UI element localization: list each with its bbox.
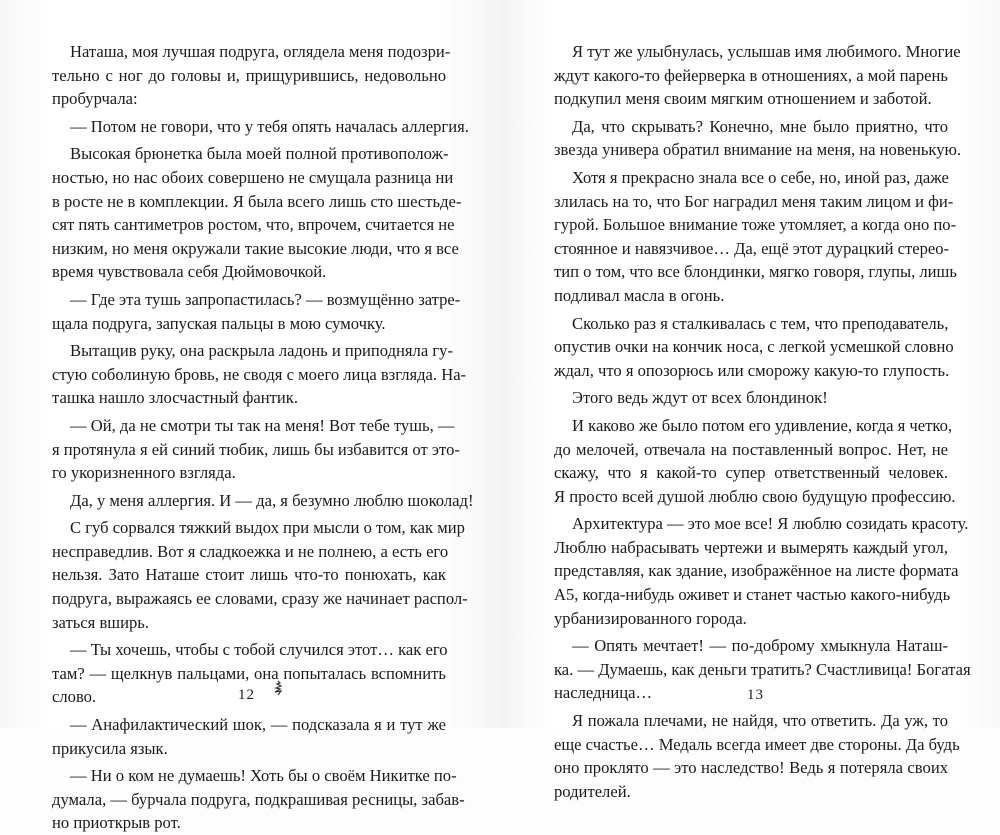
text-line: там? — щелкнув пальцами, она попыталась вспомнить <box>52 663 446 683</box>
text-line: — Потом не говори, что у тебя опять началась аллергия. <box>70 116 469 136</box>
text-line: Хотя я прекрасно знала все о себе, но, иной раз, даже <box>572 167 949 187</box>
text-line: прикусила язык. <box>52 738 168 758</box>
text-line: С губ сорвался тяжкий выдох при мысли о том, как мир <box>70 518 465 538</box>
text-line: подкупил меня своим мягким отношением и заботой. <box>554 89 932 109</box>
text-line: думала, — бурчала подруга, подкрашивая ресницы, забав- <box>52 789 465 809</box>
text-line: сят пять сантиметров ростом, что, впрочем, считается не <box>52 215 455 235</box>
text-line: низким, но меня окружали такие высокие люди, что я все <box>52 238 459 258</box>
text-line: Высокая брюнетка была моей полной противополож- <box>70 144 449 164</box>
text-line: родителей. <box>554 781 631 801</box>
text-line: — Ой, да не смотри ты так на меня! Вот тебе тушь, — <box>70 415 455 435</box>
text-line: Я тут же улыбнулась, услышав имя любимого. Многие <box>572 42 961 61</box>
text-line: Вытащив руку, она раскрыла ладонь и приподняла гу- <box>70 341 453 361</box>
ink-smudge-icon <box>272 680 284 696</box>
text-line: пробурчала: <box>52 89 138 109</box>
text-line: Да, у меня аллергия. И — да, я безумно люблю шоколад! <box>70 490 474 510</box>
text-line: ждал, что я опозорюсь или сморожу какую-то глупость. <box>554 360 950 380</box>
text-line: — Анафилактический шок, — подсказала я и тут же <box>70 715 446 735</box>
text-line: щала подруга, запуская пальцы в мою сумочку. <box>52 313 386 333</box>
text-line: опустив очки на кончик носа, с легкой усмешкой словно <box>554 337 954 357</box>
text-line: Я пожала плечами, не найдя, что ответить. Да уж, то <box>572 711 948 731</box>
text-line: слово. <box>52 687 97 707</box>
page-number-left: 12 <box>238 687 255 703</box>
text-line: И каково же было потом его удивление, когда я четко, <box>572 415 953 435</box>
text-line: злилась на то, что Бог наградил меня таким лицом и фи- <box>554 191 954 211</box>
text-line: Этого ведь ждут от всех блондинок! <box>572 388 828 408</box>
text-line: Архитектура — это мое все! Я люблю созидать красоту. <box>572 514 969 534</box>
text-line: тип о том, что все блондинки, мягко говоря, глупы, лишь <box>554 262 957 282</box>
text-line: стую соболиную бровь, не сводя с моего лица взгляда. На- <box>52 364 467 384</box>
page-number-right: 13 <box>747 687 764 703</box>
text-line: — Ни о ком не думаешь! Хоть бы о своём Никитке по- <box>70 766 457 786</box>
text-line: подливал масла в огонь. <box>554 285 725 305</box>
text-line: наследница… <box>554 683 653 703</box>
left-page-text <box>52 40 474 835</box>
text-line: до мелочей, отвечала на поставленный вопрос. Нет, не <box>554 439 948 459</box>
text-line: еще счастье… Медаль всегда имеет две стороны. Да будь <box>554 734 960 754</box>
right-page <box>500 0 1000 801</box>
text-line: Люблю набрасывать чертежи и вымерять каждый угол, <box>554 537 948 557</box>
text-line: ка. — Думаешь, как деньги тратить? Счастливица! Богатая <box>554 659 971 679</box>
text-line: Я просто всей душой люблю свою будущую профессию. <box>554 486 956 506</box>
text-line: ждут какого-то фейерверка в отношениях, а мой парень <box>554 65 948 85</box>
text-line: Сколько раз я сталкивалась с тем, что преподаватель, <box>572 313 949 333</box>
text-line: в росте не в комплекции. Я была всего лишь сто шестьде- <box>52 191 462 211</box>
left-page <box>0 0 500 833</box>
text-line: Наташа, моя лучшая подруга, оглядела меня подозри- <box>70 42 451 61</box>
text-line: тельно с ног до головы и, прищурившись, недовольно <box>52 65 446 85</box>
text-line: я протянула я ей синий тюбик, лишь бы избавится от это- <box>52 439 460 459</box>
text-line: оно проклято — это наследство! Ведь я потеряла своих <box>554 758 948 778</box>
text-line: гурой. Большое внимание тоже утомляет, а когда оно по- <box>554 215 957 235</box>
text-line: — Ты хочешь, чтобы с тобой случился этот… как его <box>70 640 448 660</box>
text-line: заться вширь. <box>52 612 149 632</box>
text-line: несправедлив. Вот я сладкоежка и не полнею, а есть его <box>52 541 449 561</box>
text-line: — Опять мечтает! — по-доброму хмыкнула Наташ- <box>572 636 948 656</box>
text-line: ностью, но нас обоих совершено не смущала разница ни <box>52 167 454 187</box>
text-line: А5, когда-нибудь оживет и станет частью какого-нибудь <box>554 585 951 605</box>
text-line: — Где эта тушь запропастилась? — возмущённо затре- <box>70 289 461 309</box>
text-line: урбанизированного города. <box>554 608 747 628</box>
text-line: но приоткрыв рот. <box>52 813 181 833</box>
text-line: время чувствовала себя Дюймовочкой. <box>52 262 327 282</box>
text-line: представляя, как здание, изображённое на листе формата <box>554 561 959 581</box>
text-line: стоянное и навязчивое… Да, ещё этот дурацкий стерео- <box>554 238 950 258</box>
text-line: подруга, выражаясь ее словами, сразу же начинает распол- <box>52 589 468 609</box>
text-line: Да, что скрывать? Конечно, мне было приятно, что <box>572 116 948 136</box>
text-line: скажу, что я какой-то супер ответственный человек. <box>554 463 948 483</box>
text-line: звезда универа обратил внимание на меня, на новенькую. <box>554 140 962 160</box>
text-line: ташка нашло злосчастный фантик. <box>52 388 298 408</box>
text-line: нельзя. Зато Наташе стоит лишь что-то понюхать, как <box>52 565 446 585</box>
text-line: го укоризненного взгляда. <box>52 463 236 483</box>
